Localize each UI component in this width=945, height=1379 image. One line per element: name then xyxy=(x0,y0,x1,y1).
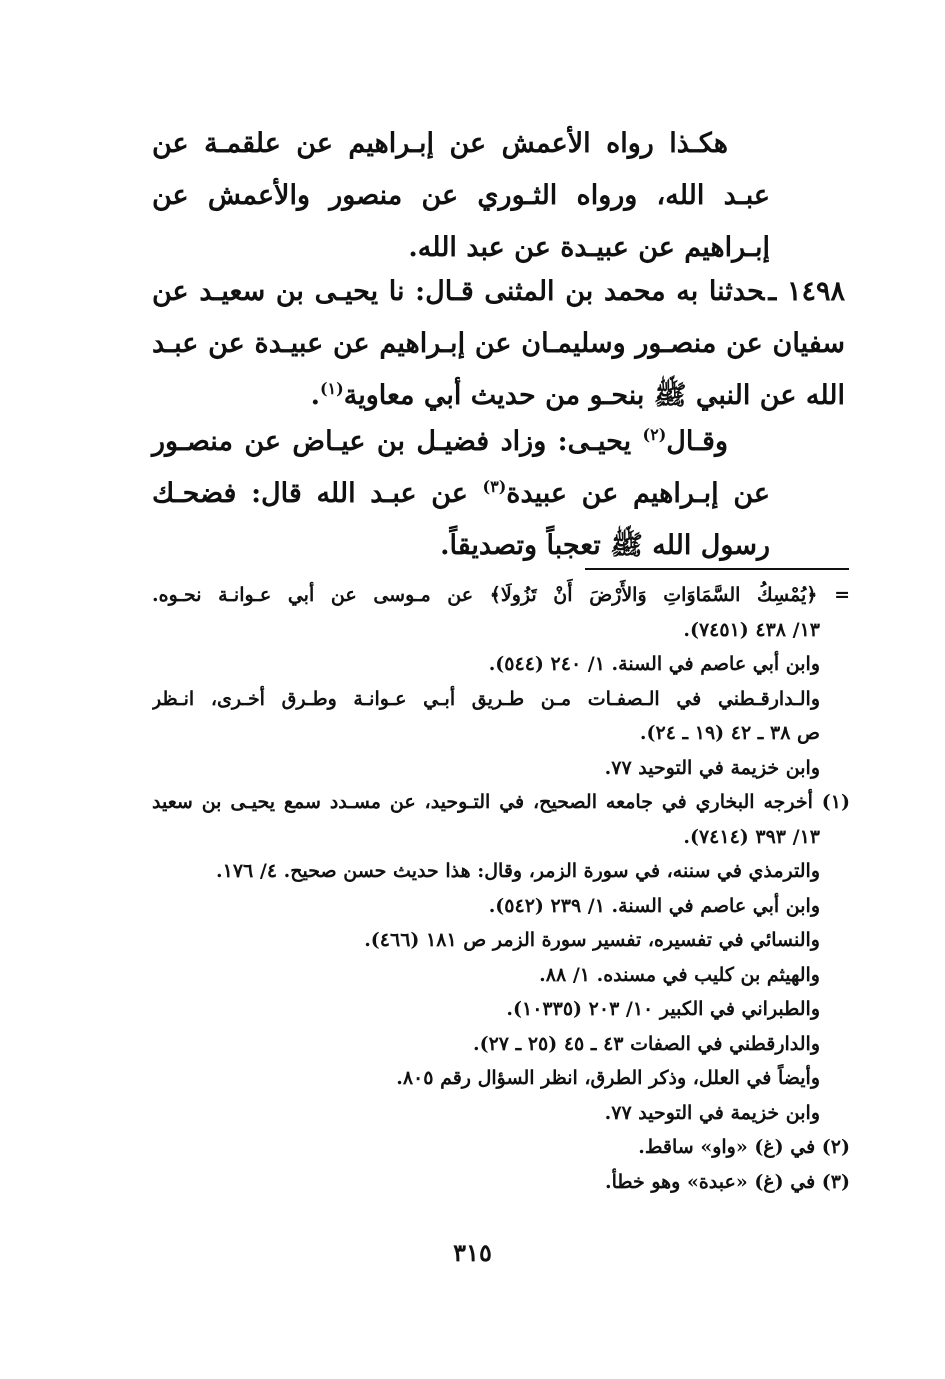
para3-text-a: وقـال xyxy=(666,426,728,457)
main-paragraph-3 xyxy=(152,416,770,572)
footnote-ref-1: (١) xyxy=(319,379,344,398)
footnote-line: ١٣/ ٣٩٣ (٧٤١٤). xyxy=(683,825,820,848)
footnote-line: وابن خزيمة في التوحيد ٧٧. xyxy=(604,756,820,779)
hadith-paragraph xyxy=(152,266,845,422)
footnote-line: = ﴿يُمْسِكُ السَّمَاوَاتِ وَالأَرْضَ أَنْ تَزُولَا﴾ عن مـوسى عن أبي عـوانـة نحـوه. xyxy=(152,584,850,606)
footnote-line: والـدارقـطني في الـصفـات مـن طـريق أبـي عـوانـة وطـرق أخـرى، انـظر xyxy=(152,687,820,710)
footnote-ref-2: (٢) xyxy=(642,425,667,444)
footnotes-section xyxy=(152,578,850,1199)
para3-text-b: يحيـى: وزاد فضيـل بن عيـاض عن منصـور عن إبـراهيم عن عبيدة xyxy=(152,426,770,509)
hadith-number: ١٤٩٨ ـ xyxy=(768,276,846,307)
footnote-line: وابن خزيمة في التوحيد ٧٧. xyxy=(604,1101,820,1124)
footnote-line: والدارقطني في الصفات ٤٣ ـ ٤٥ (٢٥ ـ ٢٧). xyxy=(472,1032,820,1055)
hadith-text: حدثنا به محمد بن المثنى قـال: نا يحيـى بن سعيـد عن سفيان عن منصـور وسليمـان عن إبـراهيم عن عبيـدة عن عبـد الله عن النبي ﷺ بنحـو من حديث أبي معاوية xyxy=(152,276,845,411)
paragraph-text: هكـذا رواه الأعمش عن إبـراهيم عن علقمـة عن عبـد الله، ورواه الثـوري عن منصور والأعمش عن إبـراهيم عن عبيـدة عن عبد الله. xyxy=(152,128,770,263)
footnote-line: (٣) في (غ) «عبدة» وهو خطأ. xyxy=(604,1170,850,1193)
footnote-line: (٢) في (غ) «واو» ساقط. xyxy=(638,1136,850,1158)
para3-text-c: عن عبـد الله قال: فضحـك رسول الله ﷺ تعجباً وتصديقاً. xyxy=(152,478,770,561)
paragraph-text xyxy=(152,416,770,572)
footnote-ref-3: (٣) xyxy=(482,477,507,496)
main-paragraph-1 xyxy=(152,118,770,274)
footnote-line: ص ٣٨ ـ ٤٢ (١٩ ـ ٢٤). xyxy=(639,722,820,744)
footnote-line: وابن أبي عاصم في السنة. ١/ ٢٣٩ (٥٤٢). xyxy=(488,894,820,917)
footnote-separator xyxy=(585,568,849,570)
footnote-line: والطبراني في الكبير ١٠/ ٢٠٣ (١٠٣٣٥). xyxy=(506,998,820,1020)
footnote-line: وأيضاً في العلل، وذكر الطرق، انظر السؤال رقم ٨٠٥. xyxy=(396,1067,820,1089)
footnote-line: والترمذي في سننه، في سورة الزمر، وقال: هذا حديث حسن صحيح. ٤/ ١٧٦. xyxy=(216,860,820,882)
footnote-line: والنسائي في تفسيره، تفسير سورة الزمر ص ١٨١ (٤٦٦). xyxy=(364,929,820,951)
paragraph-text xyxy=(152,266,845,422)
footnote-line: وابن أبي عاصم في السنة. ١/ ٢٤٠ (٥٤٤). xyxy=(488,653,820,675)
page-number: ٣١٥ xyxy=(453,1238,492,1267)
footnote-line: ١٣/ ٤٣٨ (٧٤٥١). xyxy=(683,618,820,641)
footnote-line: (١) أخرجه البخاري في جامعه الصحيح، في التـوحيد، عن مسـدد سمع يحيـى بن سعيد xyxy=(152,791,850,813)
hadith-text-end: . xyxy=(310,380,320,411)
footnote-line: والهيثم بن كليب في مسنده. ١/ ٨٨. xyxy=(539,963,820,986)
